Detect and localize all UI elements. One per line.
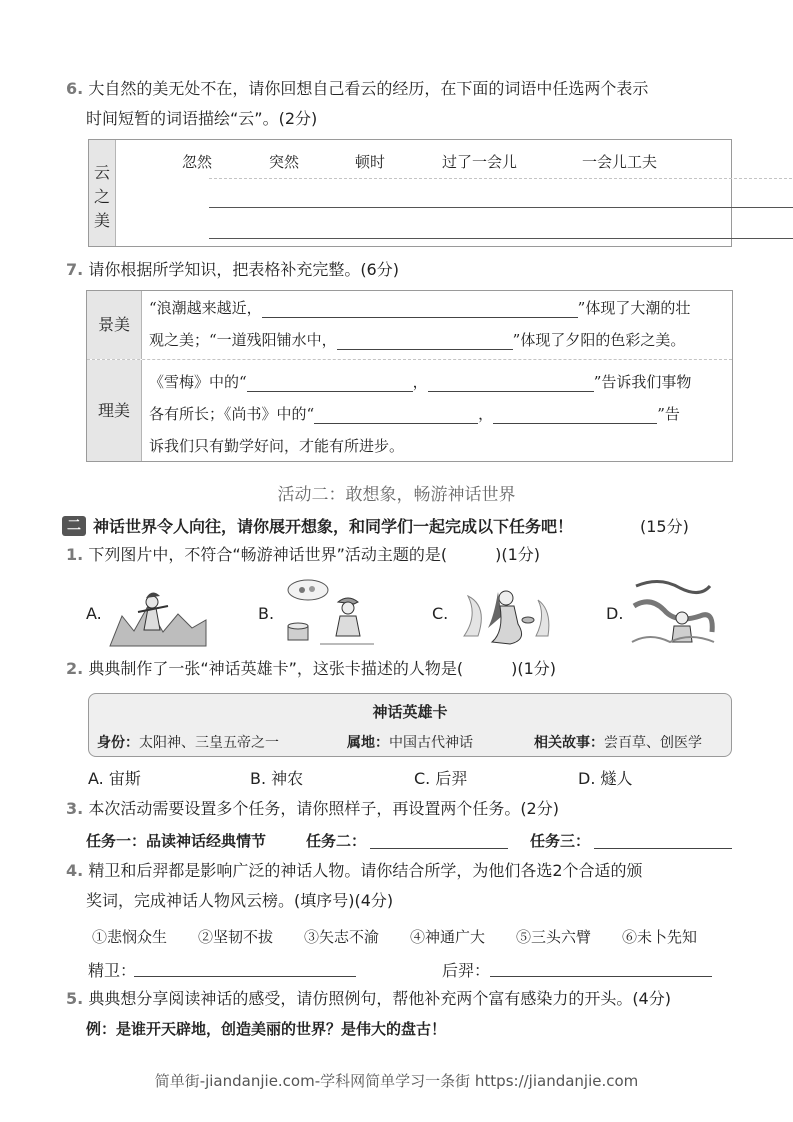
option-d-image[interactable]: [630, 576, 716, 648]
jingwei-label: 精卫：: [88, 961, 137, 980]
origin-label: 属地：: [347, 735, 389, 751]
blank-field[interactable]: [493, 405, 657, 424]
divider: [87, 359, 732, 360]
footer-watermark[interactable]: 简单街-jiandanjie.com-学科网简单学习一条街 https://jiandanjie.com: [154, 1072, 639, 1090]
word-option: 突然: [269, 153, 300, 171]
q6-text-line1: 大自然的美无处不在，请你回想自己看云的经历，在下面的词语中任选两个表示: [88, 79, 649, 98]
row1-line1: [149, 297, 690, 318]
row-label-reason: 理美: [87, 360, 142, 461]
origin-value: 中国古代神话: [389, 735, 473, 751]
option-c-image[interactable]: [458, 576, 554, 648]
q5-text: 典典想分享阅读神话的感受，请仿照例句，帮他补充两个富有感染力的开头。(4分): [88, 989, 671, 1008]
task-two-label: 任务二：: [306, 832, 367, 850]
blank-field[interactable]: [314, 405, 478, 424]
option-b-label: B.: [258, 604, 275, 623]
q6-text-line2: 时间短暂的词语描绘“云”。(2分): [86, 109, 318, 128]
row2-text: 《雪梅》中的“: [149, 373, 247, 391]
story-label: 相关故事：: [534, 735, 604, 751]
part2-instruction: 神话世界令人向往，请你展开想象，和同学们一起完成以下任务吧！: [93, 517, 574, 536]
row1-text: “浪潮越来越近，: [149, 299, 262, 317]
q6-line1: [66, 74, 648, 104]
mountain-figure-icon: [108, 576, 208, 648]
task-three-blank[interactable]: [594, 830, 732, 849]
task-three-label: 任务三：: [530, 832, 591, 850]
q3-number: 3.: [66, 799, 84, 818]
q4-text-line2: 奖词，完成神话人物风云榜。(填序号)(4分): [86, 891, 394, 910]
row1-text: ”体现了大潮的壮: [577, 299, 691, 317]
hero-story: [534, 732, 702, 752]
row2-text: ，: [478, 405, 494, 423]
q2-option-c[interactable]: C. 后羿: [414, 769, 468, 788]
dragon-rider-icon: [630, 576, 716, 648]
houyi-answer[interactable]: [490, 958, 712, 977]
q7-number: 7.: [66, 260, 84, 279]
row2-line2: [149, 403, 680, 424]
q3-text: 本次活动需要设置多个任务，请你照样子，再设置两个任务。(2分): [88, 799, 559, 818]
hero-origin: [347, 732, 473, 752]
blank-field[interactable]: [262, 299, 578, 318]
cloud-beauty-table: [88, 139, 732, 247]
word-option: 忽然: [182, 153, 213, 171]
word-option: 顿时: [355, 153, 386, 171]
stump-thinker-icon: [280, 576, 376, 648]
choice-2: ②坚韧不拔: [198, 928, 274, 946]
choice-4: ④神通广大: [410, 928, 486, 946]
blank-field[interactable]: [247, 373, 413, 392]
option-b-image[interactable]: [280, 576, 376, 648]
row1-text: ”体现了夕阳的色彩之美。: [512, 331, 686, 349]
row2-text: ”告: [657, 405, 680, 423]
hero-card-title: 神话英雄卡: [372, 703, 448, 721]
q7-line: [66, 255, 399, 285]
q7-text: 请你根据所学知识，把表格补充完整。(6分): [88, 260, 399, 279]
q4-line1: [66, 856, 643, 886]
option-d-label: D.: [606, 604, 624, 623]
choice-5: ⑤三头六臂: [516, 928, 592, 946]
task-one: 任务一：品读神话经典情节: [86, 832, 267, 850]
row2-text: ”告诉我们事物: [593, 373, 692, 391]
q2-number: 2.: [66, 659, 84, 678]
side-char-2: 之: [94, 187, 111, 206]
q2-line: [66, 654, 556, 684]
part-badge: 二: [62, 516, 86, 536]
q6-number: 6.: [66, 79, 84, 98]
hero-card: [88, 693, 732, 757]
word-option: 一会儿工夫: [582, 153, 658, 171]
q4-number: 4.: [66, 861, 84, 880]
activity-title: 活动二：敢想象，畅游神话世界: [277, 485, 516, 505]
option-c-label: C.: [432, 604, 449, 623]
hero-identity: [97, 732, 279, 752]
option-a-image[interactable]: [108, 576, 208, 648]
word-option: 过了一会儿: [442, 153, 518, 171]
q5-example: 例：是谁开天辟地，创造美丽的世界？是伟大的盘古！: [86, 1020, 447, 1038]
houyi-label: 后羿：: [442, 961, 491, 980]
side-char-1: 云: [94, 163, 111, 182]
row2-line3: 诉我们只有勤学好问，才能有所进步。: [149, 437, 405, 455]
q5-number: 5.: [66, 989, 84, 1008]
identity-label: 身份：: [97, 735, 139, 751]
choice-1: ①悲悯众生: [92, 928, 168, 946]
row1-line2: [149, 329, 685, 350]
row2-line1: [149, 371, 691, 392]
row-label-scenery: 景美: [87, 291, 142, 359]
q2-option-a[interactable]: A. 宙斯: [88, 769, 141, 788]
q1-line: [66, 540, 540, 570]
answer-line[interactable]: [209, 238, 793, 239]
blank-field[interactable]: [337, 331, 513, 350]
row2-text: 各有所长；《尚书》中的“: [149, 405, 315, 423]
q5-line: [66, 984, 671, 1014]
row1-text: 观之美；“一道残阳铺水中，: [149, 331, 337, 349]
knowledge-table: [86, 290, 733, 462]
q2-option-b[interactable]: B. 神农: [250, 769, 304, 788]
task-two-blank[interactable]: [370, 830, 508, 849]
answer-line[interactable]: [209, 207, 793, 208]
cloud-beauty-side-label: [89, 140, 116, 246]
identity-value: 太阳神、三皇五帝之一: [139, 735, 279, 751]
jingwei-answer[interactable]: [134, 958, 356, 977]
mermaid-icon: [458, 576, 554, 648]
story-value: 尝百草、创医学: [604, 735, 702, 751]
choice-6: ⑥未卜先知: [622, 928, 698, 946]
row2-text: ，: [412, 373, 428, 391]
q2-option-d[interactable]: D. 燧人: [578, 769, 633, 788]
q4-text-line1: 精卫和后羿都是影响广泛的神话人物。请你结合所学，为他们各选2个合适的颁: [88, 861, 643, 880]
choice-3: ③矢志不渝: [304, 928, 380, 946]
option-a-label: A.: [86, 604, 102, 623]
divider: [209, 178, 793, 179]
q2-text: 典典制作了一张“神话英雄卡”，这张卡描述的人物是( )(1分): [88, 659, 557, 678]
side-char-3: 美: [94, 211, 111, 230]
q3-line: [66, 794, 559, 824]
q1-number: 1.: [66, 545, 84, 564]
part2-score: (15分): [640, 517, 689, 536]
blank-field[interactable]: [428, 373, 594, 392]
q1-text: 下列图片中，不符合“畅游神话世界”活动主题的是( )(1分): [88, 545, 541, 564]
